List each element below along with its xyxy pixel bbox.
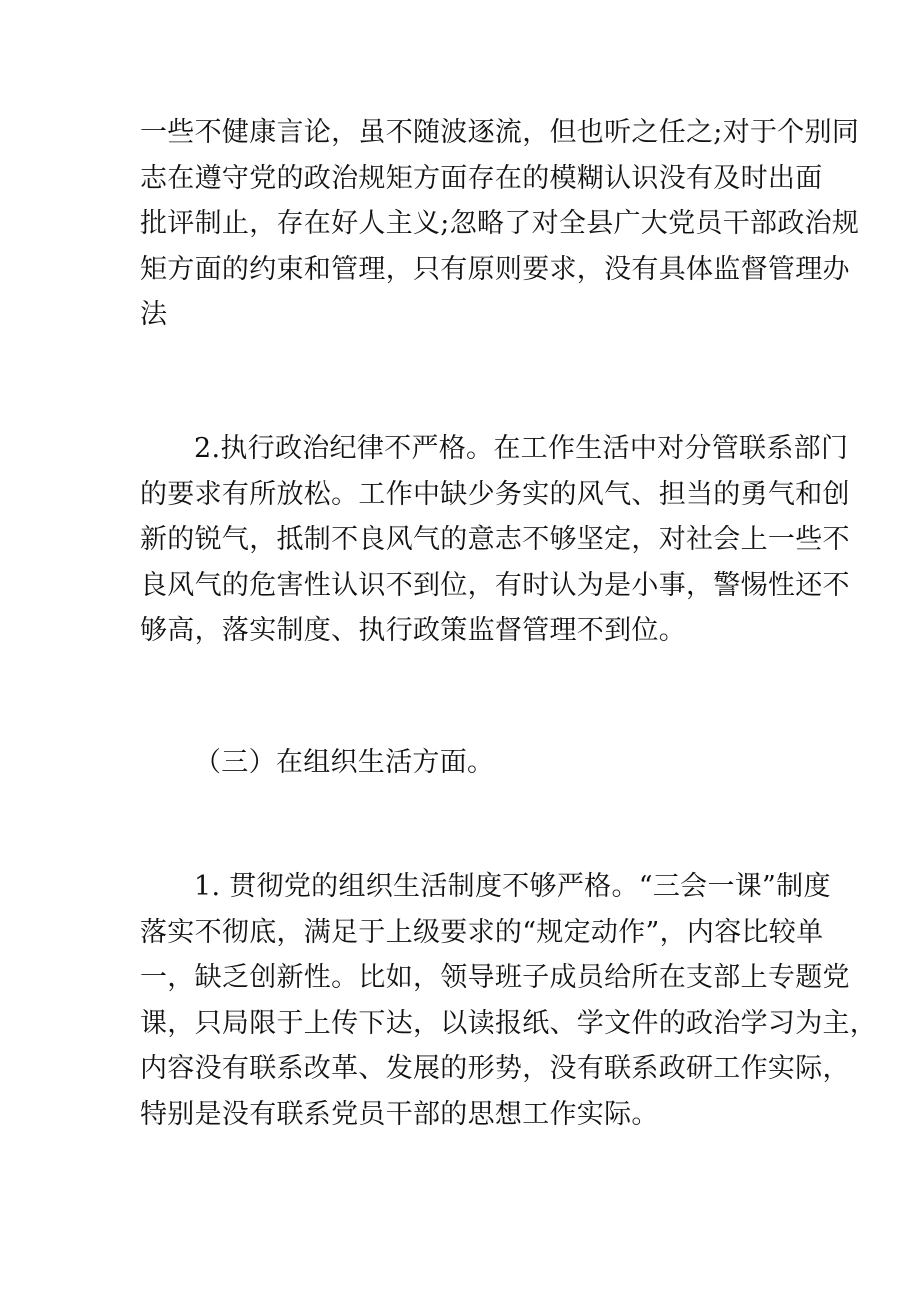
paragraph-1: [140, 110, 860, 338]
text-line: 够高，落实制度、执行政策监督管理不到位。: [140, 615, 686, 646]
text-line: 特别是没有联系党员干部的思想工作实际。: [140, 1098, 659, 1130]
text-line: 课，只局限于上传下达，以读报纸、学文件的政治学习为主，: [140, 1007, 878, 1039]
text-line: 2.执行政治纪律不严格。在工作生活中对分管联系部门: [194, 433, 849, 464]
text-line: 一，缺乏创新性。比如，领导班子成员给所在支部上专题党: [140, 962, 850, 993]
text-line: 志在遵守党的政治规矩方面存在的模糊认识没有及时出面: [140, 162, 823, 194]
paragraph-2: [140, 426, 850, 654]
text-line: 落实不彻底，满足于上级要求的“规定动作”，内容比较单: [140, 916, 824, 948]
section-heading: [140, 740, 790, 786]
text-line: 新的锐气，抵制不良风气的意志不够坚定，对社会上一些不: [140, 524, 850, 555]
text-line: 一些不健康言论，虽不随波逐流，但也听之任之;对于个别同: [140, 117, 860, 148]
heading-line: （三）在组织生活方面。: [194, 747, 495, 778]
text-line: 法: [140, 299, 168, 330]
paragraph-3: [140, 864, 878, 1137]
text-line: 矩方面的约束和管理，只有原则要求，没有具体监督管理办: [140, 253, 850, 285]
text-line: 1. 贯彻党的组织生活制度不够严格。“三会一课”制度: [194, 871, 831, 902]
text-line: 内容没有联系改革、发展的形势，没有联系政研工作实际，: [140, 1053, 850, 1084]
text-line: 批评制止，存在好人主义;忽略了对全县广大党员干部政治规: [140, 208, 860, 239]
text-line: 良风气的危害性认识不到位，有时认为是小事，警惕性还不: [140, 569, 850, 601]
text-line: 的要求有所放松。工作中缺少务实的风气、担当的勇气和创: [140, 478, 850, 510]
